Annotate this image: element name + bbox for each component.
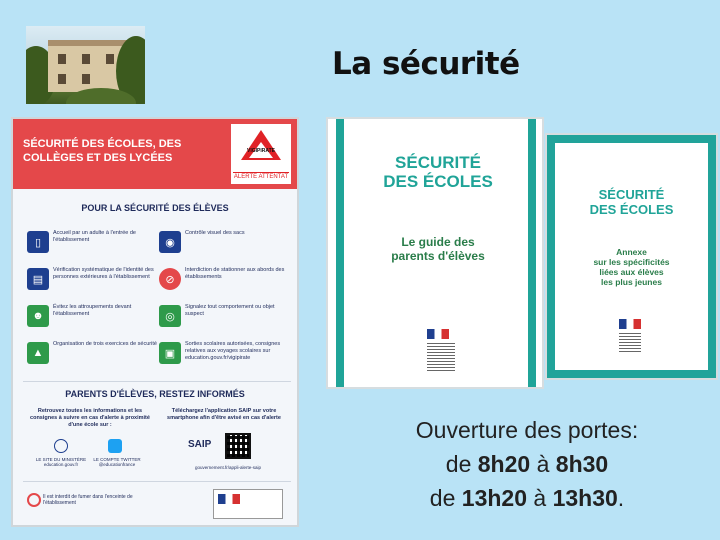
page-title: La sécurité	[332, 46, 520, 82]
booklet2-title-line2: DES ÉCOLES	[589, 202, 674, 217]
booklet1-subtitle-line2: parents d'élèves	[391, 249, 485, 263]
item-text: Organisation de trois exercices de sécurité	[53, 341, 157, 347]
booklet1-subtitle-line1: Le guide des	[401, 235, 475, 249]
booklet2-title-line1: SÉCURITÉ	[598, 187, 665, 202]
booklet2-subtitle-line4: les plus jeunes	[601, 277, 662, 287]
booklet1-title	[348, 153, 528, 191]
booklet2-subtitle-line2: sur les spécificités	[593, 257, 670, 267]
booklet1-subtitle	[348, 235, 528, 263]
bus-icon: ▣	[159, 342, 181, 364]
info-left-text: Retrouvez toutes les informations et les consignes à suivre en cas d'alerte à proximité d'une école sur :	[30, 408, 150, 428]
no-smoking-icon	[27, 493, 41, 507]
divider	[23, 481, 291, 482]
info-right-text: Téléchargez l'application SAIP sur votre smartphone afin d'être avisé en cas d'alerte	[167, 408, 281, 421]
booklet-annexe	[545, 133, 718, 380]
no-parking-icon: ⊘	[159, 268, 181, 290]
opening-hours-morning: de 8h20 à 8h30	[445, 451, 609, 477]
vigipirate-logo	[231, 124, 291, 184]
vigipirate-label: VIGIPIRATE	[247, 148, 275, 154]
marianne-logo	[213, 489, 283, 519]
booklet2-subtitle-line1: Annexe	[616, 247, 647, 257]
opening-hours-label: Ouverture des portes:	[415, 417, 639, 443]
section-title-eleves: POUR LA SÉCURITÉ DES ÉLÈVES	[81, 203, 229, 213]
bag-icon: ◉	[159, 231, 181, 253]
item-text: Interdiction de stationner aux abords des établissements	[185, 267, 285, 280]
qr-code	[225, 433, 251, 459]
twitter-icon	[108, 439, 122, 453]
booklet2-subtitle	[555, 247, 708, 287]
id-card-icon: ▤	[27, 268, 49, 290]
item-text: Sorties scolaires autorisées, consignes relatives aux voyages scolaires sur education.gouv.fr/vigipirate	[185, 341, 281, 361]
list-item	[159, 340, 294, 370]
item-text: Évitez les attroupements devant l'établissement	[53, 304, 132, 317]
booklet1-title-line2: DES ÉCOLES	[383, 172, 493, 191]
marianne-logo	[615, 315, 645, 359]
booklet2-title	[555, 187, 708, 217]
section-title-parents: PARENTS D'ÉLÈVES, RESTEZ INFORMÉS	[65, 389, 245, 399]
list-item	[159, 303, 294, 333]
list-item	[159, 266, 294, 296]
ministry-site-icon	[54, 439, 68, 453]
door-icon: ▯	[27, 231, 49, 253]
poster-header	[13, 119, 297, 189]
marianne-logo	[423, 325, 459, 381]
list-item	[27, 229, 162, 259]
list-item	[27, 340, 162, 370]
saip-logo: SAIP	[188, 439, 212, 450]
alerte-label: ALERTE ATTENTAT	[233, 174, 289, 180]
stripe-left	[336, 119, 344, 387]
item-text: Accueil par un adulte à l'entrée de l'établissement	[53, 230, 136, 243]
no-smoking-text: Il est interdit de fumer dans l'enceinte de l'établissement	[43, 494, 133, 506]
list-item	[159, 229, 294, 259]
list-item	[27, 303, 162, 333]
item-text: Signalez tout comportement ou objet suspect	[185, 304, 275, 317]
eye-icon: ◎	[159, 305, 181, 327]
item-text: Vérification systématique de l'identité des personnes extérieures à l'établissement	[53, 267, 154, 280]
booklet-guide-parents	[326, 117, 544, 389]
ministry-site-label: LE SITE DU MINISTÈRE education.gouv.fr	[35, 457, 87, 467]
booklet2-subtitle-line3: liées aux élèves	[599, 267, 664, 277]
vigipirate-poster	[11, 117, 299, 527]
saip-url: gouvernement.fr/appli-alerte-saip	[194, 465, 262, 470]
group-icon: ☻	[27, 305, 49, 327]
bell-icon: ▲	[27, 342, 49, 364]
poster-header-title: SÉCURITÉ DES ÉCOLES, DES COLLÈGES ET DES LYCÉES	[23, 138, 182, 164]
school-photo	[26, 26, 145, 104]
opening-hours-afternoon: de 13h20 à 13h30.	[429, 485, 625, 511]
poster-body	[13, 189, 297, 527]
booklet1-title-line1: SÉCURITÉ	[395, 153, 481, 172]
stripe-right	[528, 119, 536, 387]
opening-hours	[368, 413, 686, 515]
twitter-label: LE COMPTE TWITTER @educationfrance	[93, 457, 141, 467]
item-text: Contrôle visuel des sacs	[185, 230, 245, 236]
list-item	[27, 266, 162, 296]
divider	[23, 381, 291, 382]
